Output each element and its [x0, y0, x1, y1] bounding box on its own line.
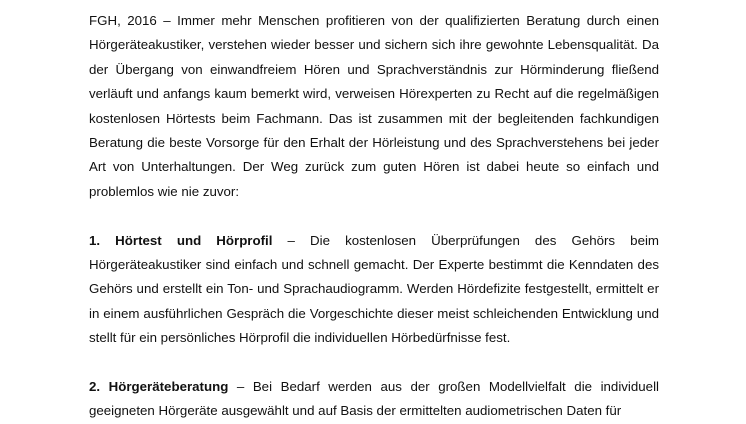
- section-beratung-paragraph: [89, 375, 659, 424]
- section-hoertest-paragraph: [89, 229, 659, 351]
- intro-paragraph: FGH, 2016 – Immer mehr Menschen profitieren von der qualifizierten Beratung durch einen Hörgeräteakustiker, verstehen wieder besser und sichern sich ihre gewohnte Lebensqualität. Da der Übergang von einwandfreiem Hören und Sprachverständnis zur Hörminderung fließend verläuft und anfangs kaum bemerkt wird, verweisen Hörexperten zu Recht auf die regelmäßigen kostenlosen Hörtests beim Fachmann. Das ist zusammen mit der begleitenden fachkundigen Beratung die beste Vorsorge für den Erhalt der Hörleistung und des Sprachverstehens bei jeder Art von Unterhaltungen. Der Weg zurück zum guten Hören ist dabei heute so einfach und problemlos wie nie zuvor:: [89, 13, 659, 199]
- paragraph-spacer: [89, 204, 659, 228]
- document-body: [89, 9, 659, 424]
- section-beratung-heading: 2. Hörgeräteberatung: [89, 379, 229, 395]
- section-hoertest-heading: 1. Hörtest und Hörprofil: [89, 232, 273, 248]
- paragraph-spacer: [89, 351, 659, 375]
- section-hoertest-text: – Die kostenlosen Überprüfungen des Gehörs beim Hörgeräteakustiker sind einfach und schnell gemacht. Der Experte bestimmt die Kenndaten des Gehörs und erstellt ein Ton- und Sprachaudiogramm. Werden Hördefizite festgestellt, ermittelt er in einem ausführlichen Gespräch die Vorgeschichte dieser meist schleichenden Entwicklung und stellt für ein persönliches Hörprofil die individuellen Hörbedürfnisse fest.: [89, 232, 659, 346]
- section-beratung-text: – Bei Bedarf werden aus der großen Modellvielfalt die individuell geeigneten Hörgeräte ausgewählt und auf Basis der ermittelten audiometrischen Daten für: [89, 379, 659, 419]
